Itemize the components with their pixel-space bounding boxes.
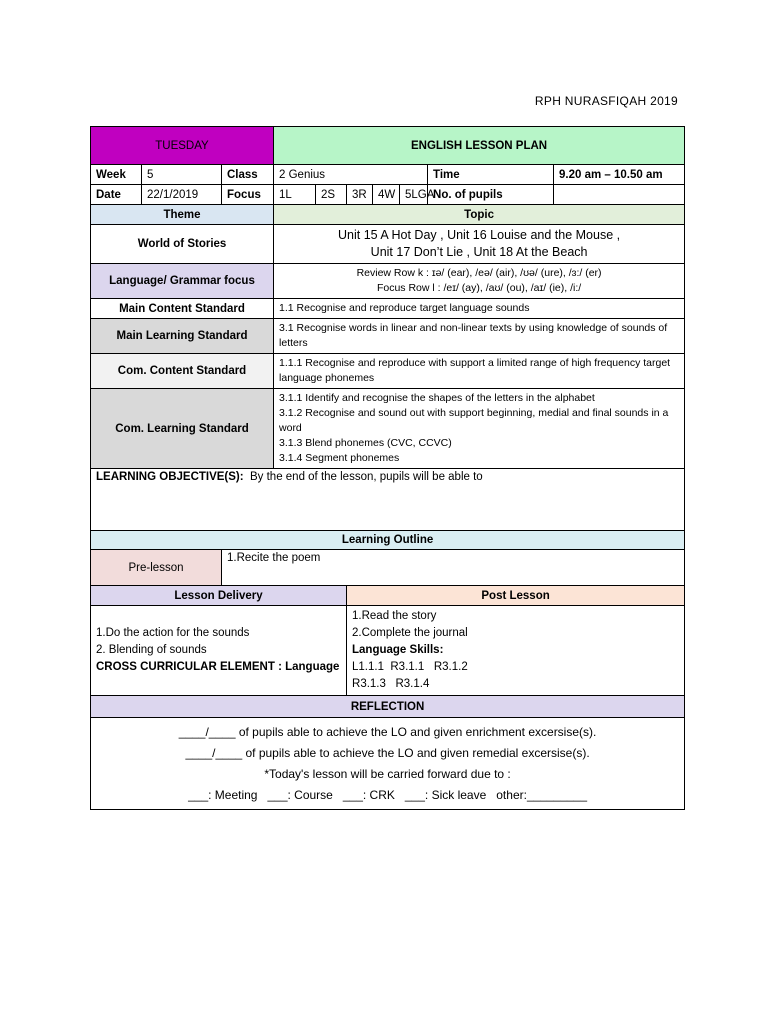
lesson-plan-table bbox=[90, 126, 685, 810]
document-header-note: RPH NURASFIQAH 2019 bbox=[534, 94, 678, 108]
reflection-header: REFLECTION bbox=[91, 696, 685, 718]
com-learning-standard-label: Com. Learning Standard bbox=[91, 389, 274, 469]
post-line: Language Skills: bbox=[352, 644, 444, 656]
topic-value bbox=[274, 225, 685, 264]
standard-line: 3.1.3 Blend phonemes (CVC, CCVC) bbox=[279, 437, 452, 449]
reflection-line: ____/____ of pupils able to achieve the LO and given enrichment excersise(s). bbox=[178, 724, 597, 739]
com-content-standard-value: 1.1.1 Recognise and reproduce with support a limited range of high frequency target language phonemes bbox=[274, 354, 685, 389]
class-value: 2 Genius bbox=[274, 165, 428, 185]
theme-value: World of Stories bbox=[91, 225, 274, 264]
pupils-label: No. of pupils bbox=[428, 185, 554, 205]
time-label: Time bbox=[428, 165, 554, 185]
week-label: Week bbox=[91, 165, 142, 185]
focus-label: Focus bbox=[222, 185, 274, 205]
date-label: Date bbox=[91, 185, 142, 205]
post-line: R3.1.3 R3.1.4 bbox=[352, 678, 430, 690]
pupils-value bbox=[554, 185, 685, 205]
grammar-line: Focus Row l : /eɪ/ (ay), /aʊ/ (ou), /aɪ/ (ie), /i:/ bbox=[376, 282, 582, 294]
com-content-standard-label: Com. Content Standard bbox=[91, 354, 274, 389]
plan-title: ENGLISH LESSON PLAN bbox=[274, 127, 685, 165]
focus-item: 5LGA bbox=[400, 185, 428, 205]
main-learning-standard-label: Main Learning Standard bbox=[91, 319, 274, 354]
lesson-delivery-header: Lesson Delivery bbox=[91, 586, 347, 606]
day-cell: TUESDAY bbox=[91, 127, 274, 165]
com-learning-standard-value bbox=[274, 389, 685, 469]
grammar-focus-value bbox=[274, 264, 685, 299]
focus-item: 4W bbox=[373, 185, 400, 205]
reflection-content bbox=[91, 718, 685, 810]
post-lesson-content bbox=[347, 606, 685, 696]
topic-header: Topic bbox=[274, 205, 685, 225]
lesson-delivery-content bbox=[91, 606, 347, 696]
standard-line: 3.1.4 Segment phonemes bbox=[279, 452, 400, 464]
learning-objective-text: By the end of the lesson, pupils will be able to bbox=[243, 471, 483, 483]
post-line: 2.Complete the journal bbox=[352, 627, 468, 639]
standard-line: 3.1.1 Identify and recognise the shapes of the letters in the alphabet bbox=[279, 392, 595, 404]
post-lesson-header: Post Lesson bbox=[347, 586, 685, 606]
main-content-standard-value: 1.1 Recognise and reproduce target language sounds bbox=[274, 299, 685, 319]
cross-curricular-element: CROSS CURRICULAR ELEMENT : Language bbox=[96, 661, 340, 673]
date-value: 22/1/2019 bbox=[142, 185, 222, 205]
reflection-line: ___: Meeting ___: Course ___: CRK ___: Sick leave other:_________ bbox=[188, 787, 588, 802]
topic-line: Unit 17 Don’t Lie , Unit 18 At the Beach bbox=[370, 245, 588, 259]
main-learning-standard-value: 3.1 Recognise words in linear and non-linear texts by using knowledge of sounds of letters bbox=[274, 319, 685, 354]
topic-line: Unit 15 A Hot Day , Unit 16 Louise and the Mouse , bbox=[338, 228, 621, 242]
standard-line: 3.1.2 Recognise and sound out with support beginning, medial and final sounds in a word bbox=[279, 407, 669, 434]
learning-objective bbox=[91, 469, 685, 531]
learning-objective-label: LEARNING OBJECTIVE(S): bbox=[96, 471, 244, 483]
grammar-focus-label: Language/ Grammar focus bbox=[91, 264, 274, 299]
learning-outline-header: Learning Outline bbox=[91, 531, 685, 550]
reflection-line: ____/____ of pupils able to achieve the LO and given remedial excersise(s). bbox=[185, 745, 590, 760]
focus-item: 3R bbox=[347, 185, 373, 205]
main-content-standard-label: Main Content Standard bbox=[91, 299, 274, 319]
week-value: 5 bbox=[142, 165, 222, 185]
pre-lesson-text: 1.Recite the poem bbox=[222, 550, 685, 586]
post-line: 1.Read the story bbox=[352, 610, 437, 622]
pre-lesson-label: Pre-lesson bbox=[91, 550, 222, 586]
grammar-line: Review Row k : ɪə/ (ear), /eə/ (air), /ʊə/ (ure), /ɜ:/ (er) bbox=[356, 267, 602, 279]
reflection-line: *Today's lesson will be carried forward due to : bbox=[264, 766, 511, 781]
focus-item: 2S bbox=[316, 185, 347, 205]
post-line: L1.1.1 R3.1.1 R3.1.2 bbox=[352, 661, 468, 673]
time-value: 9.20 am – 10.50 am bbox=[554, 165, 685, 185]
theme-header: Theme bbox=[91, 205, 274, 225]
delivery-line: 2. Blending of sounds bbox=[96, 644, 207, 656]
class-label: Class bbox=[222, 165, 274, 185]
delivery-line: 1.Do the action for the sounds bbox=[96, 627, 250, 639]
focus-item: 1L bbox=[274, 185, 316, 205]
